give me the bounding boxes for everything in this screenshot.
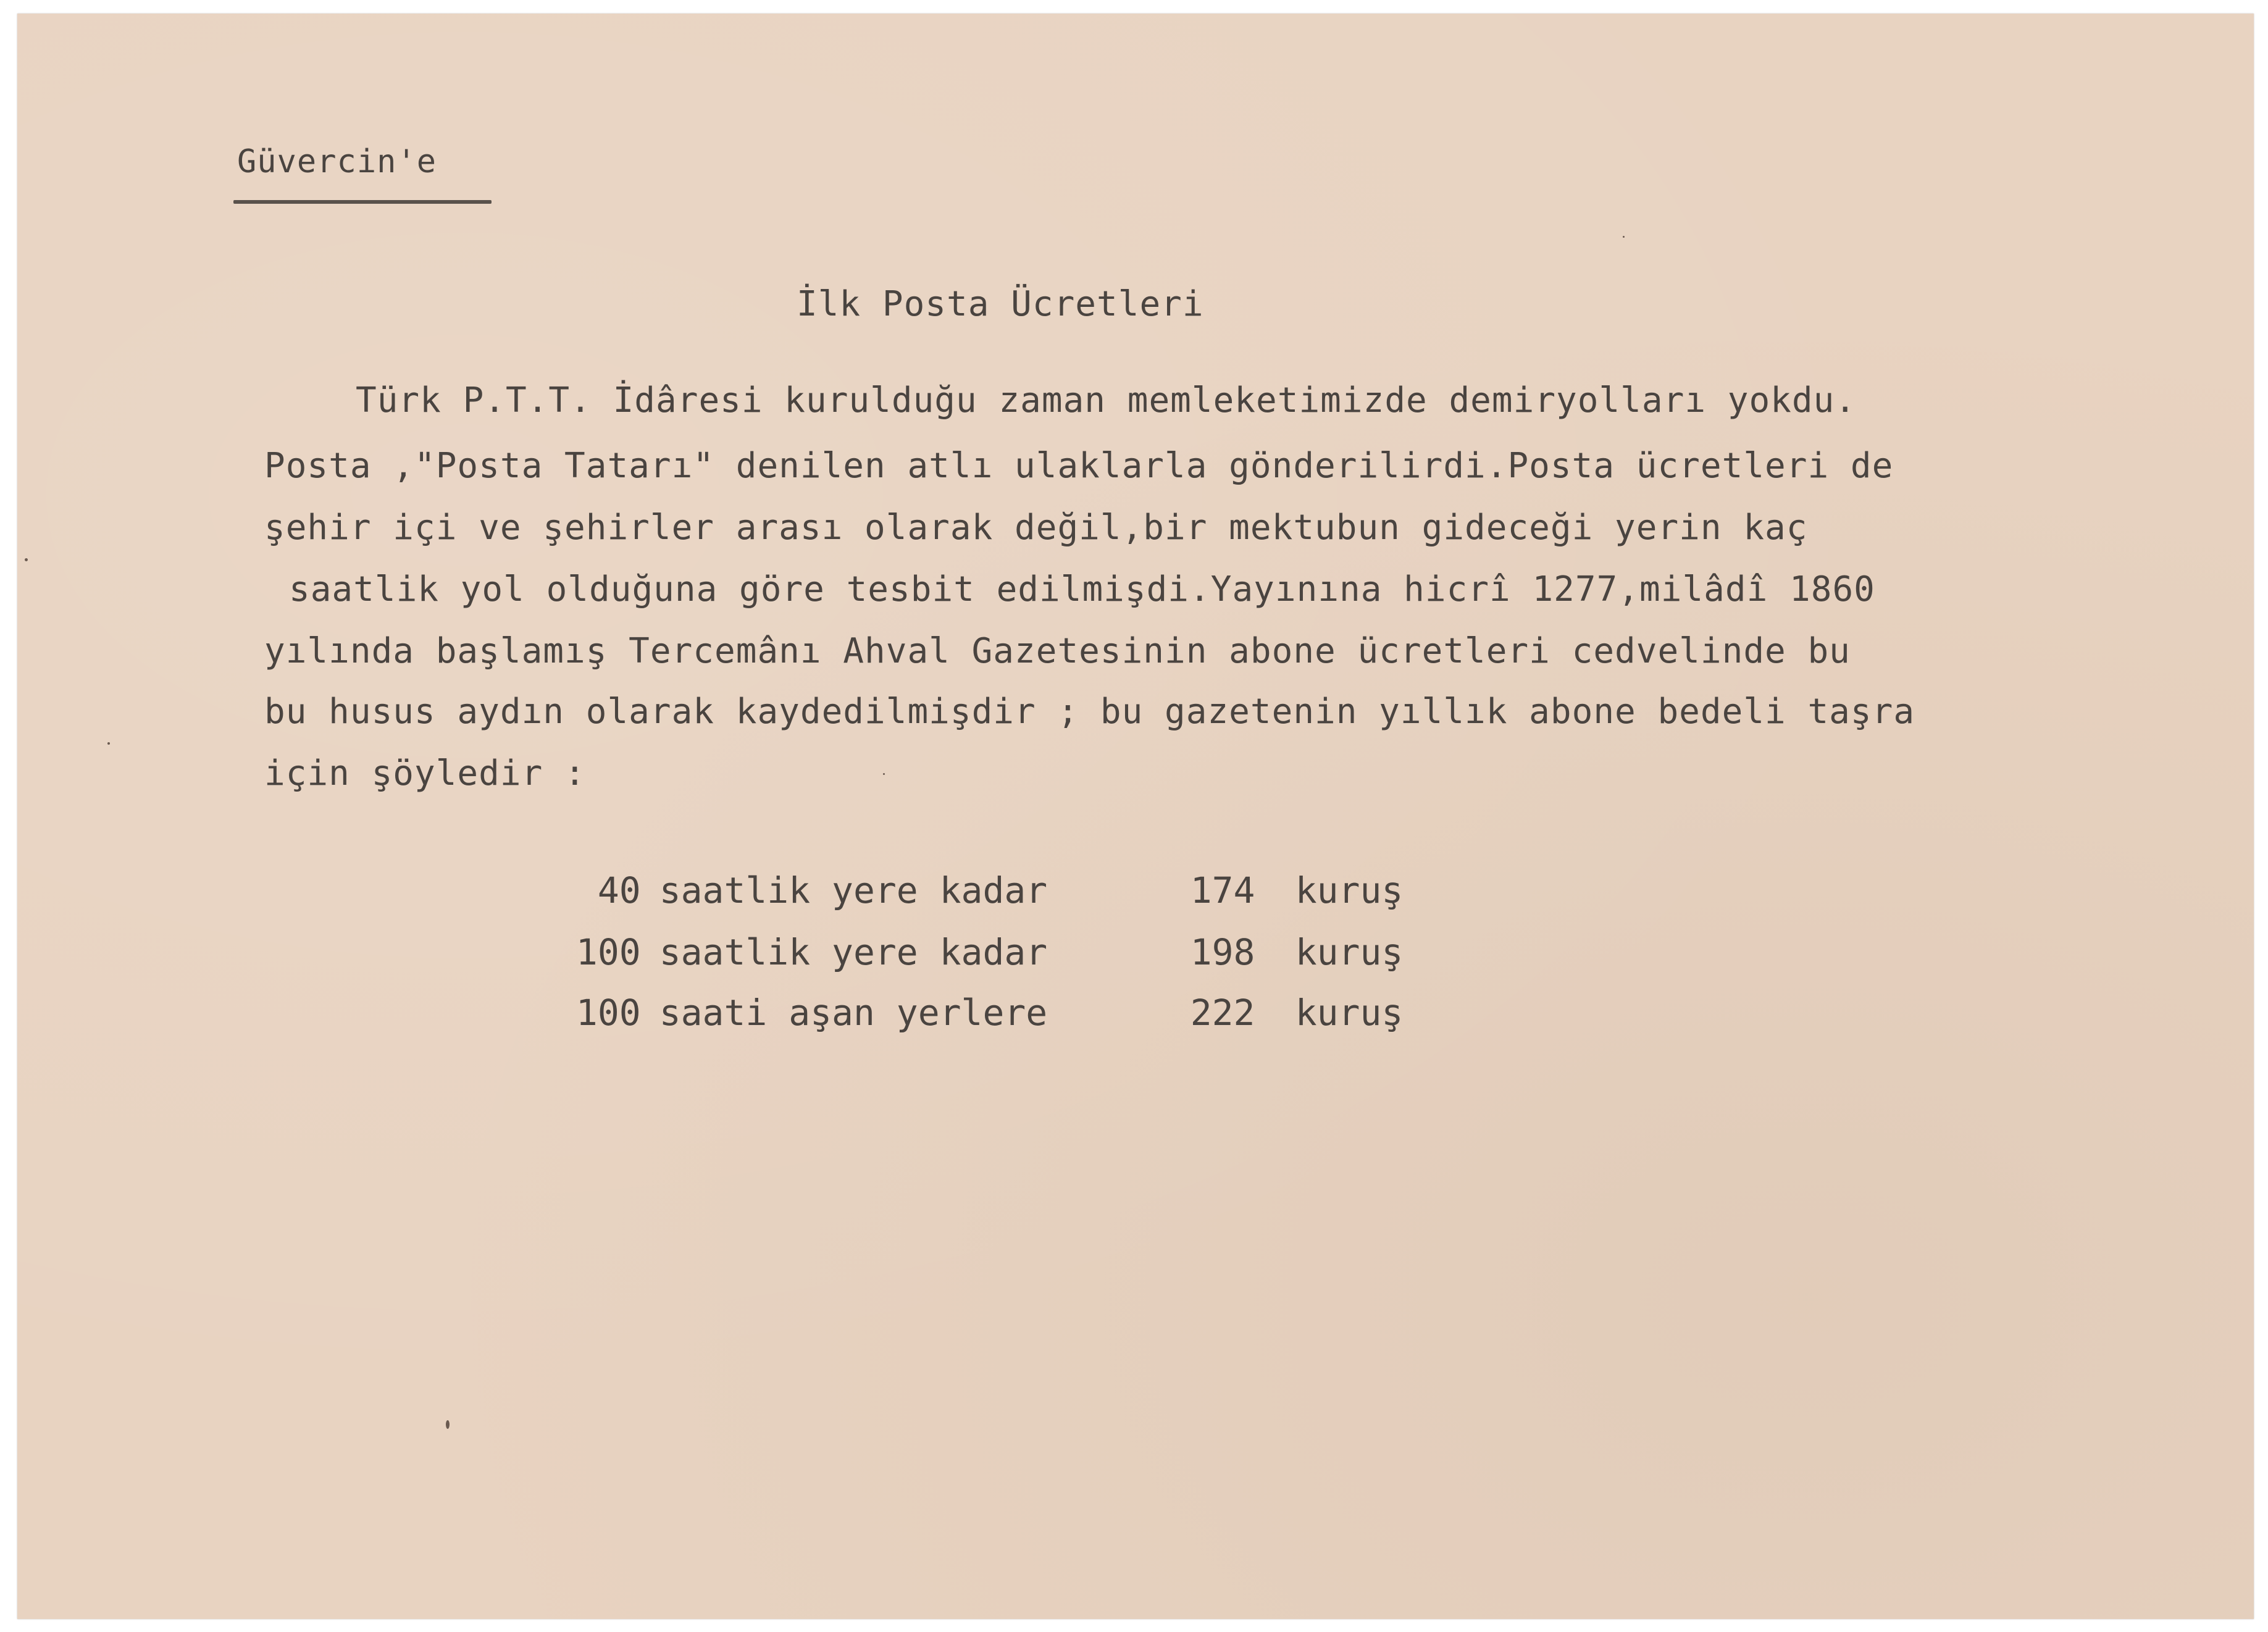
ink-speck <box>446 1420 450 1429</box>
rate-unit: kuruş <box>1295 869 1404 911</box>
rate-distance: 40 <box>597 869 641 911</box>
ink-speck <box>1623 236 1625 238</box>
ink-speck <box>107 742 110 745</box>
rate-description: saatlik yere kadar <box>659 931 1048 973</box>
rate-row <box>443 950 1403 1076</box>
body-line-3: şehir içi ve şehirler arası olarak değil,bir mektubun gideceği yerin kaç <box>264 508 1808 548</box>
rate-price: 174 <box>1190 869 1255 911</box>
body-line-6: bu husus aydın olarak kaydedilmişdir ; bu gazetenin yıllık abone bedeli taşra <box>264 692 1915 732</box>
addressee: Güvercin'e <box>237 143 437 180</box>
body-line-4: saatlik yol olduğuna göre tesbit edilmişdi.Yayınına hicrî 1277,milâdî 1860 <box>289 569 1875 609</box>
typed-letter-page <box>17 14 2254 1619</box>
rate-unit: kuruş <box>1295 992 1404 1034</box>
body-line-5: yılında başlamış Tercemânı Ahval Gazetesinin abone ücretleri cedvelinde bu <box>264 631 1851 671</box>
rate-description: saatlik yere kadar <box>659 869 1048 911</box>
rate-description: saati aşan yerlere <box>659 992 1048 1034</box>
rate-distance: 100 <box>575 992 641 1034</box>
rate-unit: kuruş <box>1295 931 1404 973</box>
document-title: İlk Posta Ücretleri <box>797 284 1204 324</box>
body-line-2: Posta ,"Posta Tatarı" denilen atlı ulaklarla gönderilirdi.Posta ücretleri de <box>264 446 1894 486</box>
body-line-1: Türk P.T.T. İdâresi kurulduğu zaman memleketimizde demiryolları yokdu. <box>356 380 1857 421</box>
addressee-underline <box>233 200 492 204</box>
rate-price: 198 <box>1190 931 1255 973</box>
ink-speck <box>25 558 28 561</box>
body-line-7: için şöyledir : <box>264 753 586 793</box>
ink-speck <box>883 773 885 775</box>
rate-distance: 100 <box>575 931 641 973</box>
rate-price: 222 <box>1190 992 1255 1034</box>
